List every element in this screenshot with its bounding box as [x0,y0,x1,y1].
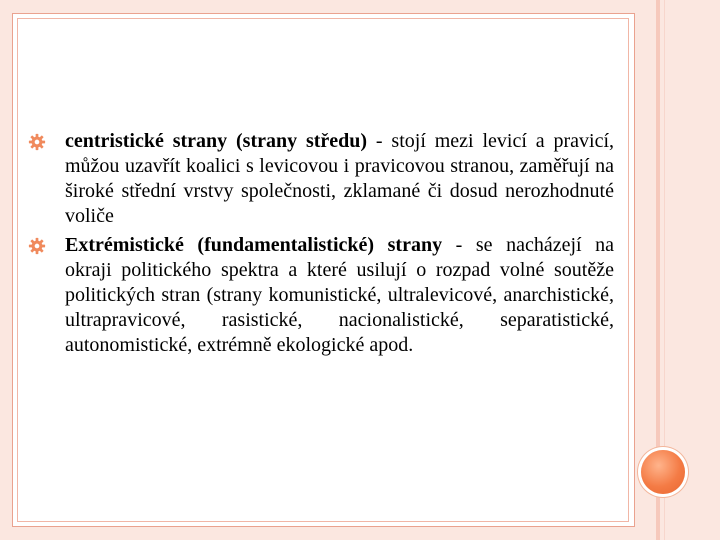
bullet-text: - stojí mezi levicí a pravicí, můžou uzavřít koalici s levicovou i pravicovou stranou, zaměřují na široké střední vrstvy společnosti, zklamané či dosud nerozhodnuté voliče [65,130,614,227]
bullet-text: - se nacházejí na okraji politického spektra a které usilují o rozpad volné soutěže politických stran (strany komunistické, ultralevicové, anarchistické, ultrapravicové, rasistické, nacionalistické, separatistické, autonomistické, extrémně ekologické apod. [65,234,615,356]
bullet-centrist-parties [28,129,614,229]
gear-icon [28,237,46,255]
decorative-orb [641,450,685,494]
gear-icon [28,133,46,151]
bullet-extremist-parties [28,233,614,358]
bullet-heading: centristické strany (strany středu) [65,130,368,152]
bullet-list [28,129,614,362]
bullet-heading: Extrémistické (fundamentalistické) strany [65,234,443,256]
